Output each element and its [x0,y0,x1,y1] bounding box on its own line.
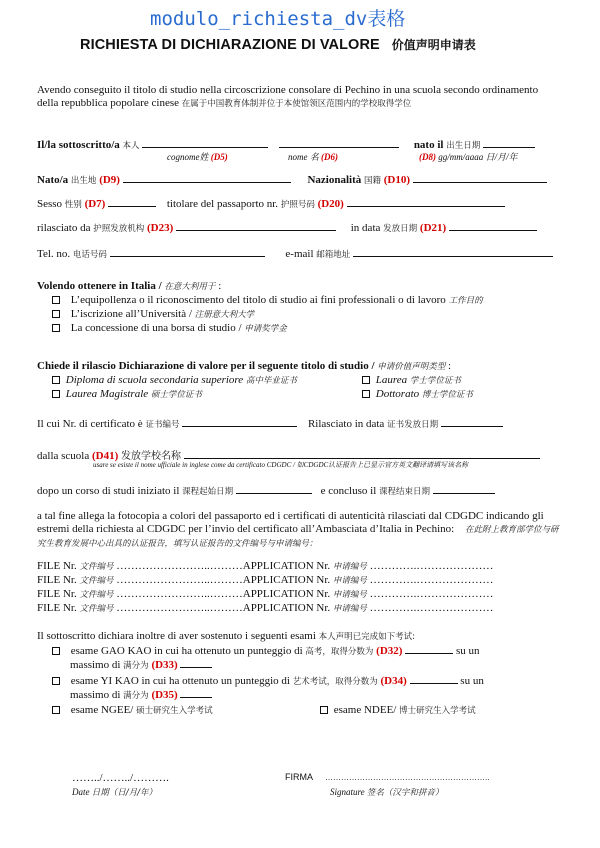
checkbox-icon[interactable] [362,390,370,398]
degree-heading-text: Chiede il rilascio Dichiarazione di valore per il seguente titolo di studio / [37,360,375,372]
file-cn: 文件编号 [79,576,114,586]
exams-intro-text: Il sottoscritto dichiara inoltre di aver sostenuto i seguenti esami [37,630,316,642]
checkbox-icon[interactable] [52,390,60,398]
degree-heading [37,360,451,372]
yikao-score-field[interactable] [410,674,458,684]
course-end-label: e concluso il [320,485,377,497]
purpose-item[interactable] [52,294,483,306]
purpose-item-cn: 申请奖学金 [244,324,287,334]
file-row [37,602,493,614]
issuer-code: (D23) [146,222,174,234]
undersigned-label: Il/la sottoscritto/a [37,139,120,151]
course-start-label: dopo un corso di studi iniziato il [37,485,180,497]
row-passport [37,197,505,210]
degree-option[interactable] [362,388,473,400]
given-name-caption-text: nome 名 [288,152,319,162]
signature-field[interactable]: …………………………………………………….. [325,773,490,782]
passport-label: titolare del passaporto nr. [166,198,279,210]
course-end-field[interactable] [433,484,495,494]
sex-field[interactable] [108,197,156,207]
degree-option-cn: 学士学位证书 [409,376,461,386]
degree-option-text: Laurea [375,374,408,386]
degree-option[interactable] [52,388,202,400]
file-cn: 文件编号 [79,604,114,614]
email-label: e-mail [285,248,314,260]
intro-cn: 在属于中国教育体制并位于本使馆领区范围内的学校取得学位 [181,99,412,109]
exam-yikao-max [70,688,212,701]
gaokao-cn: 高考，取得分数为 [305,647,374,657]
checkbox-icon[interactable] [52,310,60,318]
yikao-code: (D34) [380,675,407,687]
yikao-max-cn: 满分为 [123,691,149,701]
intro-paragraph [37,84,562,111]
issue-date-field[interactable] [449,221,537,231]
birthdate-code: (D8) [419,152,436,162]
nationality-cn: 国籍 [364,176,382,186]
checkbox-icon[interactable] [52,677,60,685]
ndee-text: esame NDEE/ [333,704,397,716]
gaokao-score-field[interactable] [405,644,453,654]
school-field[interactable] [184,449,540,459]
purpose-heading [37,280,221,292]
sex-cn: 性别 [64,200,82,210]
yikao-text: esame YI KAO in cui ha ottenuto un punteggio di [70,675,290,687]
exam-yikao [52,674,484,687]
nationality-label: Nazionalità [307,174,362,186]
given-name-field[interactable] [279,138,399,148]
row-contact [37,247,553,260]
birthdate-label: nato il [413,139,444,151]
given-name-code: (D6) [321,152,338,162]
passport-code: (D20) [317,198,344,210]
purpose-item-cn: 工作目的 [448,296,483,306]
exam-gaokao-max [70,658,212,671]
issuer-label: rilasciato da [37,222,91,234]
birthdate-caption [419,150,518,163]
file-number-field[interactable]: ……………………..……… [116,574,243,586]
signature-label: FIRMA [285,772,313,782]
gaokao-code: (D32) [376,645,403,657]
exams-intro [37,630,415,642]
app-number-field[interactable]: ………….………………… [369,602,494,614]
app-label: APPLICATION Nr. [242,574,331,586]
file-number-field[interactable]: ……………………..……… [116,560,243,572]
app-cn: 申请编号 [332,576,367,586]
degree-option-text: Dottorato [375,388,420,400]
page-title [80,36,476,54]
exam-ndee[interactable] [320,704,476,716]
surname-field[interactable] [142,138,268,148]
attach-text: a tal fine allega la fotocopia a colori del passaporto ed i certificati di autenticità rilasciati dal CDGDC indicando gli estremi della richiesta al CDGDC per l’invio del certificato all’Ambasciata d’Italia in Pechino: [37,510,544,535]
issuer-cn: 护照发放机构 [93,224,145,234]
attach-paragraph [37,510,562,551]
exams-intro-cn: 本人声明已完成如下考试: [318,632,416,642]
nationality-field[interactable] [413,173,547,183]
degree-option-text: Diploma di scuola secondaria superiore [65,374,244,386]
ndee-cn: 博士研究生入学考试 [399,706,476,716]
row-birthplace [37,173,547,186]
gaokao-text: esame GAO KAO in cui ha ottenuto un punteggio di [70,645,303,657]
app-label: APPLICATION Nr. [242,588,331,600]
gaokao-su-un: su un [455,645,480,657]
birthplace-cn: 出生地 [70,176,97,186]
school-cn: 发放学校名称 [121,451,182,462]
cert-date-label: Rilasciato in data [307,418,385,430]
signature-row [285,772,489,782]
passport-field[interactable] [347,197,505,207]
cert-date-field[interactable] [441,417,503,427]
intro-text: Avendo conseguito il titolo di studio nella circoscrizione consolare di Pechino in una scuola secondo ordinamento della repubblica popolare cinese [37,84,539,109]
degree-option-cn: 高中毕业证书 [245,376,297,386]
degree-option-cn: 博士学位证书 [421,390,473,400]
degree-heading-cn: 申请价值声明类型 [377,362,446,372]
file-label: FILE Nr. [37,602,77,614]
file-label: FILE Nr. [37,588,77,600]
purpose-item-text: La concessione di una borsa di studio / [70,322,242,334]
degree-option[interactable] [362,374,461,386]
undersigned-cn: 本人 [122,141,140,151]
file-label: FILE Nr. [37,560,77,572]
purpose-heading-cn: 在意大利用于 [164,282,216,292]
checkbox-icon[interactable] [52,706,60,714]
file-row [37,588,493,600]
row-course [37,484,495,497]
app-label: APPLICATION Nr. [242,602,331,614]
signature-caption [330,786,443,798]
ngee-text: esame NGEE/ [70,704,134,716]
nationality-code: (D10) [383,174,411,186]
app-number-field[interactable]: ………….………………… [369,588,494,600]
email-cn: 邮箱地址 [316,250,351,260]
tel-label: Tel. no. [37,248,71,260]
birthdate-format: gg/mm/aaaa 日/月/年 [438,152,518,162]
surname-caption [167,150,228,163]
checkbox-icon[interactable] [52,376,60,384]
date-caption-label: Date [72,787,90,797]
purpose-item-cn: 注册意大利大学 [194,310,255,320]
signature-caption-cn: 签名（汉字和拼音） [366,788,444,798]
file-row [37,574,493,586]
birthplace-code: (D9) [99,174,120,186]
school-code: (D41) [91,450,119,462]
yikao-cn: 艺术考试，取得分数为 [292,677,378,687]
gaokao-max-cn: 满分为 [123,661,149,671]
school-note: usare se esiste il nome ufficiale in inglese come da certificato CDGDC / 如CDGDC认证报告上已显示官方英文翻译请填写该名称 [93,461,469,469]
file-label: FILE Nr. [37,574,77,586]
given-name-caption [288,150,338,163]
checkbox-icon[interactable] [362,376,370,384]
passport-cn: 护照号码 [280,200,315,210]
yikao-max-code: (D35) [151,689,178,701]
birthdate-cn: 出生日期 [446,141,481,151]
yikao-max-label: massimo di [70,689,121,701]
cert-date-cn: 证书发放日期 [387,420,439,430]
row-issuer [37,221,537,234]
surname-caption-text: cognome姓 [167,152,209,162]
degree-option-text: Laurea Magistrale [65,388,149,400]
checkbox-icon[interactable] [320,706,328,714]
app-cn: 申请编号 [332,590,367,600]
purpose-item-text: L’equipollenza o il riconoscimento del titolo di studio ai fini professionali o di lavoro [70,294,446,306]
title-cn: 价值声明申请表 [391,38,476,52]
date-caption-cn: 日期（日/月/年） [91,788,157,798]
exam-ngee[interactable] [52,704,213,716]
issuer-field[interactable] [176,221,336,231]
degree-option[interactable] [52,374,297,386]
file-cn: 文件编号 [79,590,114,600]
date-caption [72,786,157,798]
purpose-item[interactable] [52,322,287,334]
cert-number-cn: 证书编号 [145,420,180,430]
signature-caption-label: Signature [330,787,365,797]
app-number-field[interactable]: ………….………………… [369,560,494,572]
tel-cn: 电话号码 [72,250,107,260]
attach-cn: 在此附上教育部学位与研究生教育发展中心出具的认证报告，填写认证报告的文件编号与申请编号： [37,525,559,549]
ngee-cn: 硕士研究生入学考试 [136,706,213,716]
purpose-item-text: L’iscrizione all’Università / [70,308,192,320]
file-row [37,560,493,572]
sex-label: Sesso [37,198,63,210]
row-certificate [37,417,503,430]
title-it: RICHIESTA DI DICHIARAZIONE DI VALORE [80,37,380,53]
checkbox-icon[interactable] [52,296,60,304]
app-cn: 申请编号 [332,604,367,614]
course-end-cn: 课程结束日期 [379,487,431,497]
app-label: APPLICATION Nr. [242,560,331,572]
document-watermark-title: modulo_richiesta_dv表格 [150,8,406,30]
gaokao-max-code: (D33) [151,659,178,671]
cert-number-label: Il cui Nr. di certificato è [37,418,143,430]
yikao-su-un: su un [460,675,484,687]
surname-code: (D5) [210,152,228,162]
issue-date-code: (D21) [419,222,447,234]
gaokao-max-field[interactable] [180,658,212,668]
gaokao-max-label: massimo di [70,659,121,671]
course-start-cn: 课程起始日期 [182,487,234,497]
file-cn: 文件编号 [79,562,114,572]
birthdate-field[interactable] [483,138,535,148]
purpose-heading-end: : [218,280,222,292]
tel-field[interactable] [110,247,265,257]
file-number-field[interactable]: ……………………..……… [116,588,243,600]
date-field[interactable]: ……../……../………. [72,772,169,784]
exam-gaokao [52,644,479,657]
birthplace-label: Nato/a [37,174,69,186]
app-number-field[interactable]: ………….………………… [369,574,494,586]
checkbox-icon[interactable] [52,647,60,655]
degree-option-cn: 硕士学位证书 [150,390,202,400]
birthplace-field[interactable] [123,173,291,183]
cert-number-field[interactable] [182,417,297,427]
email-field[interactable] [353,247,553,257]
sex-code: (D7) [84,198,106,210]
purpose-item[interactable] [52,308,254,320]
checkbox-icon[interactable] [52,324,60,332]
course-start-field[interactable] [236,484,312,494]
degree-heading-end: : [448,360,452,372]
yikao-max-field[interactable] [180,688,212,698]
issue-date-label: in data [350,222,381,234]
purpose-heading-text: Volendo ottenere in Italia / [37,280,162,292]
issue-date-cn: 发放日期 [383,224,418,234]
school-label: dalla scuola [37,450,90,462]
file-number-field[interactable]: ……………………..……… [116,602,243,614]
app-cn: 申请编号 [332,562,367,572]
